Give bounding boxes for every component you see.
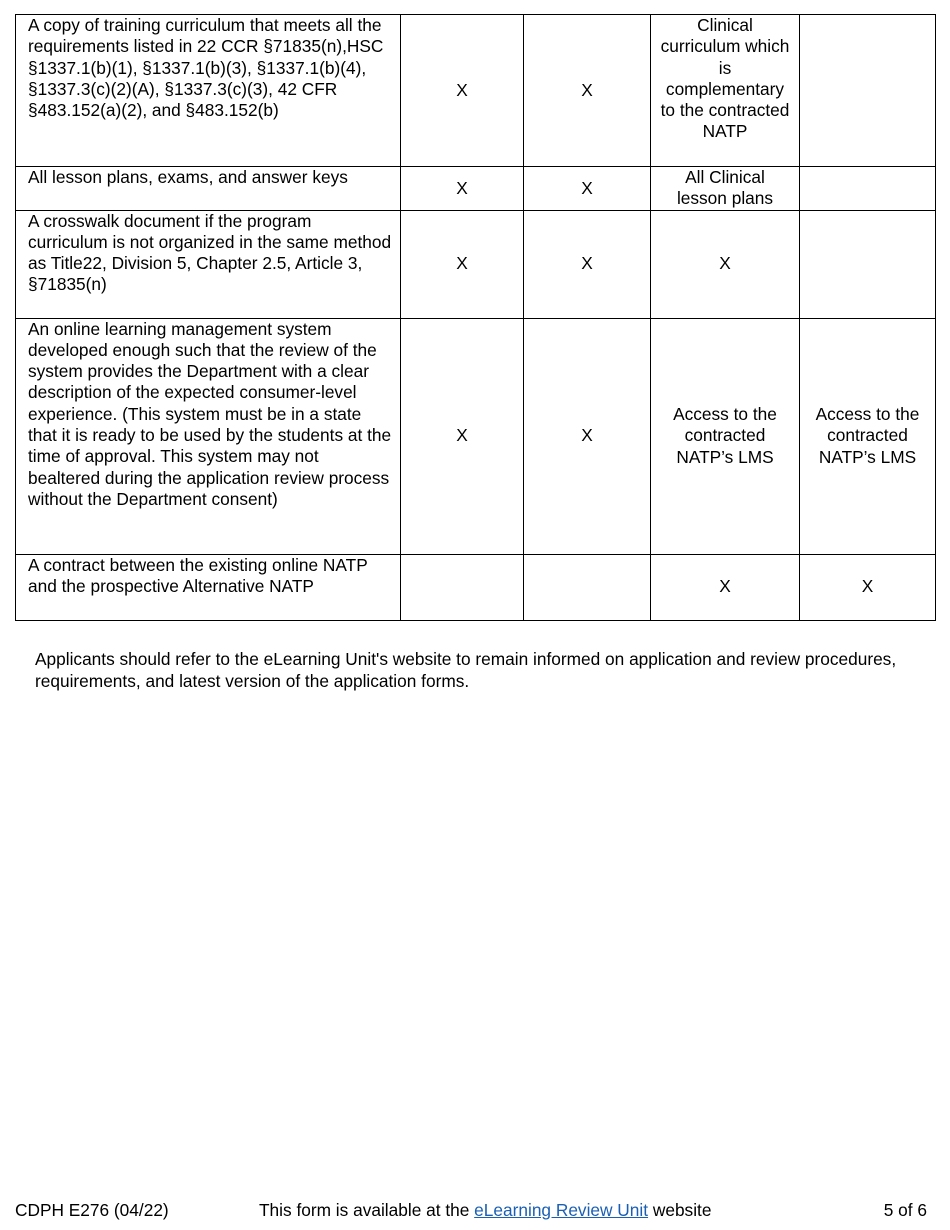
elearning-review-unit-link[interactable]: eLearning Review Unit (474, 1200, 649, 1220)
requirement-mark-col3: X (524, 167, 651, 211)
requirement-note-col4: Clinical curriculum which is complementary to the contracted NATP (651, 15, 800, 167)
requirement-mark-col2: X (401, 167, 524, 211)
requirement-mark-col3: X (524, 210, 651, 318)
requirement-mark-col4: X (651, 210, 800, 318)
form-id: CDPH E276 (04/22) (15, 1200, 169, 1220)
requirement-description: A contract between the existing online NATP and the prospective Alternative NATP (16, 554, 401, 620)
requirement-mark-col4: X (651, 554, 800, 620)
table-row (16, 210, 936, 318)
requirement-mark-col5: X (800, 554, 936, 620)
availability-suffix: website (652, 1200, 712, 1220)
requirement-mark-col3: X (524, 15, 651, 167)
requirements-table (15, 14, 936, 621)
requirement-note-col4: All Clinical lesson plans (651, 167, 800, 211)
requirement-mark-col2: X (401, 210, 524, 318)
page-number: 5 of 6 (883, 1200, 927, 1220)
form-availability-note (259, 1199, 711, 1221)
requirement-description: A copy of training curriculum that meets all the requirements listed in 22 CCR §71835(n),HSC §1337.1(b)(1), §1337.1(b)(3), §1337.1(b)(4), §1337.3(c)(2)(A), §1337.3(c)(3), 42 CFR §483.152(a)(2), and §483.152(b) (16, 15, 401, 167)
table-row (16, 318, 936, 554)
requirement-mark-col5 (800, 210, 936, 318)
requirement-description: An online learning management system developed enough such that the review of the system provides the Department with a clear description of the expected consumer-level experience. (This system must be in a state that it is ready to be used by the students at the time of approval. This system may not bealtered during the application review process without the Department consent) (16, 318, 401, 554)
requirement-mark-col2: X (401, 318, 524, 554)
requirement-mark-col3 (524, 554, 651, 620)
requirement-mark-col3: X (524, 318, 651, 554)
requirement-mark-col2: X (401, 15, 524, 167)
requirement-note-col5: Access to the contracted NATP’s LMS (800, 318, 936, 554)
table-row (16, 167, 936, 211)
requirement-note-col4: Access to the contracted NATP’s LMS (651, 318, 800, 554)
table-row (16, 554, 936, 620)
requirement-description: All lesson plans, exams, and answer keys (16, 167, 401, 211)
website-notice: Applicants should refer to the eLearning Unit's website to remain informed on application and review procedures, requirements, and latest version of the application forms. (35, 649, 897, 691)
requirement-mark-col5 (800, 15, 936, 167)
availability-prefix: This form is available at the (259, 1200, 470, 1220)
requirement-description: A crosswalk document if the program curriculum is not organized in the same method as Title22, Division 5, Chapter 2.5, Article 3, §71835(n) (16, 210, 401, 318)
table-row (16, 15, 936, 167)
requirement-mark-col2 (401, 554, 524, 620)
requirement-mark-col5 (800, 167, 936, 211)
